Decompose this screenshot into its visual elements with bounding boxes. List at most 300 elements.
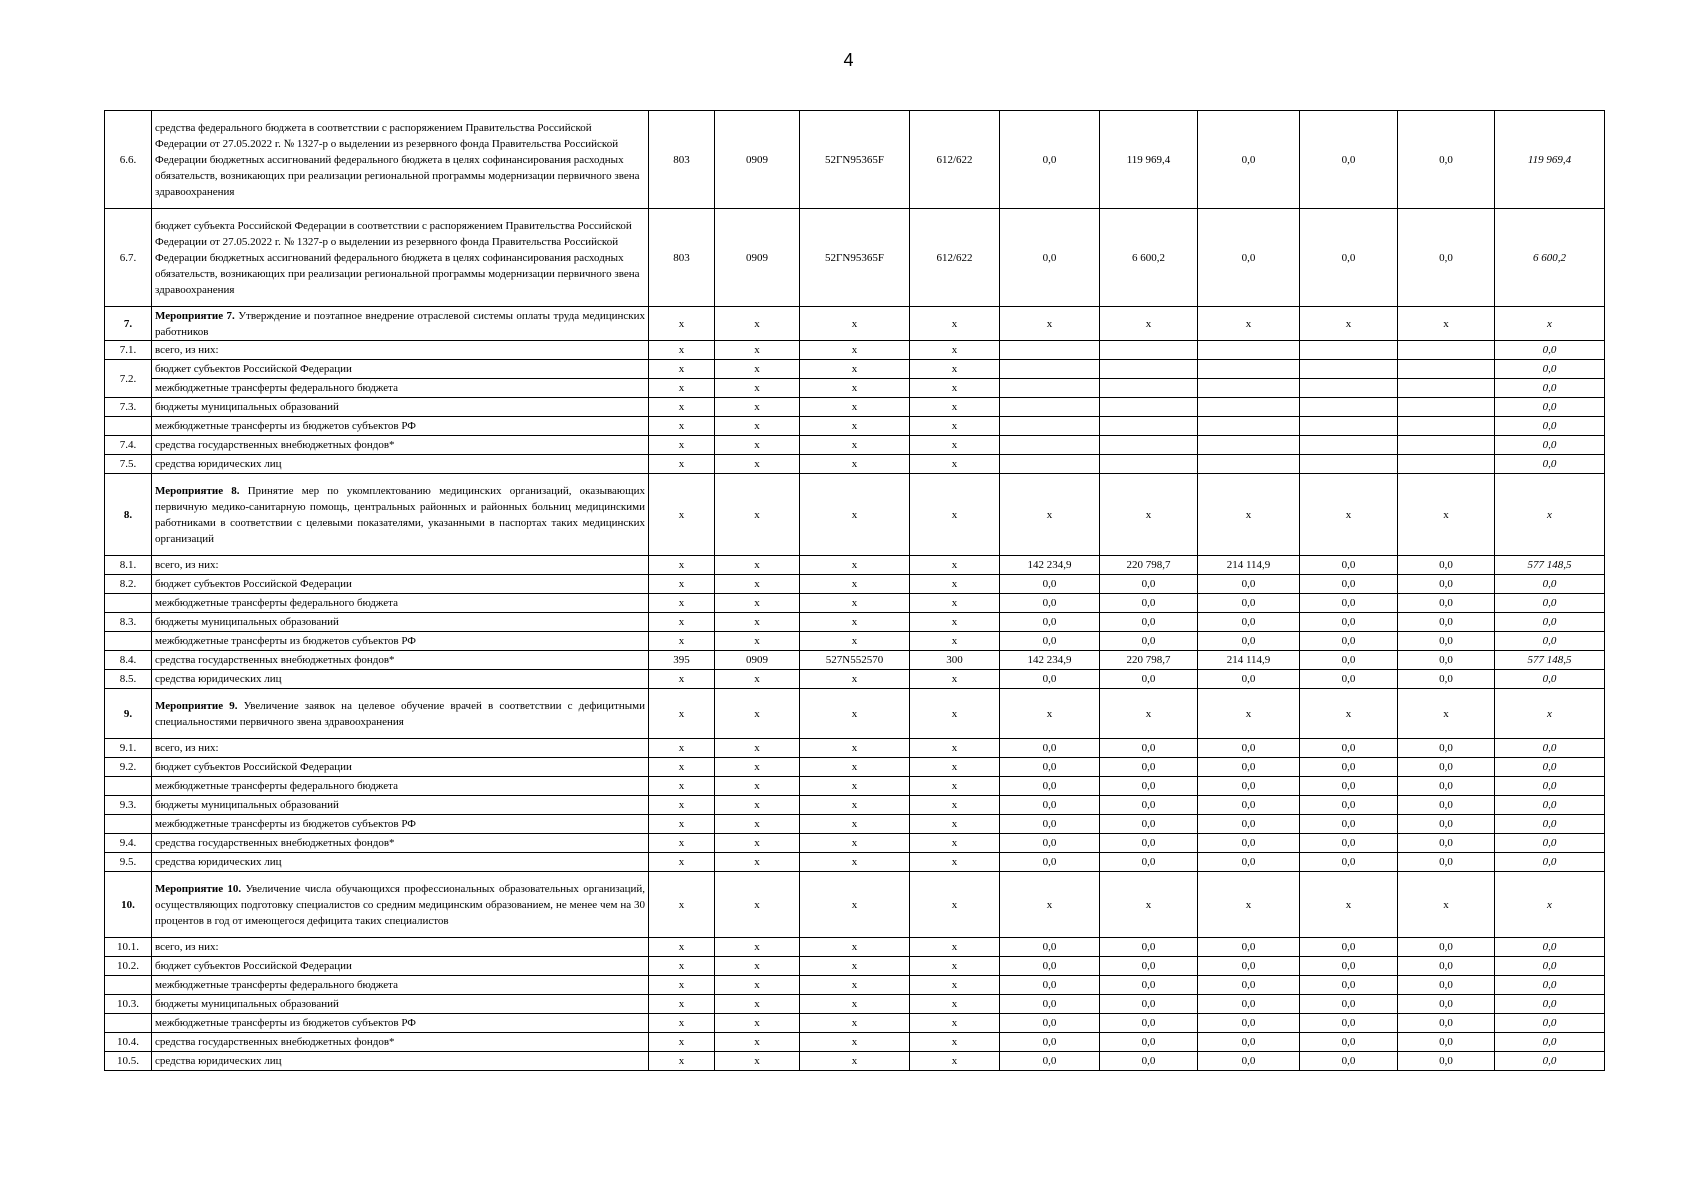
row-description-cell: бюджет субъектов Российской Федерации [152,360,649,379]
row-number-cell: 10.3. [105,995,152,1014]
value-cell: x [1198,872,1300,938]
value-cell: x [649,976,715,995]
value-cell: x [1000,872,1100,938]
value-cell: 0,0 [1300,777,1398,796]
value-cell: 6 600,2 [1100,209,1198,307]
value-cell [1198,341,1300,360]
table-row [105,556,1605,575]
table-row [105,739,1605,758]
value-cell [1000,398,1100,417]
row-total-cell: 0,0 [1495,957,1605,976]
value-cell: x [800,556,910,575]
table-row [105,417,1605,436]
value-cell [1100,379,1198,398]
value-cell: x [649,455,715,474]
value-cell: 0,0 [1398,556,1495,575]
value-cell: 0,0 [1300,575,1398,594]
value-cell: 0,0 [1100,1014,1198,1033]
value-cell: 527N552570 [800,651,910,670]
value-cell: x [715,632,800,651]
row-number-cell: 8.1. [105,556,152,575]
value-cell [1100,436,1198,455]
value-cell [1000,455,1100,474]
value-cell: 0,0 [1300,1052,1398,1071]
table-row [105,341,1605,360]
row-number-cell: 8.4. [105,651,152,670]
row-description-cell: средства юридических лиц [152,1052,649,1071]
table-row [105,111,1605,209]
table-row [105,398,1605,417]
row-description-cell: межбюджетные трансферты федерального бюджета [152,594,649,613]
value-cell: 0,0 [1300,853,1398,872]
value-cell: x [649,436,715,455]
value-cell: x [715,1052,800,1071]
row-description-cell: средства юридических лиц [152,670,649,689]
measure-title: Мероприятие 10. [155,882,242,895]
value-cell: 0,0 [1300,1033,1398,1052]
value-cell: x [910,398,1000,417]
value-cell: x [800,1014,910,1033]
value-cell: 0,0 [1398,1014,1495,1033]
row-total-cell: 0,0 [1495,632,1605,651]
value-cell: 0,0 [1000,1033,1100,1052]
value-cell: 0,0 [1100,995,1198,1014]
value-cell: x [910,976,1000,995]
value-cell: 0,0 [1000,796,1100,815]
value-cell: x [715,796,800,815]
value-cell: x [1198,689,1300,739]
table-row [105,834,1605,853]
value-cell: 0,0 [1198,594,1300,613]
value-cell: x [800,872,910,938]
value-cell: x [1398,689,1495,739]
measure-title: Мероприятие 9. [155,699,238,712]
value-cell: 0,0 [1198,613,1300,632]
value-cell: 142 234,9 [1000,556,1100,575]
row-number-cell: 7.5. [105,455,152,474]
value-cell: x [800,341,910,360]
value-cell: x [649,777,715,796]
table-row [105,613,1605,632]
value-cell: x [1100,872,1198,938]
value-cell: x [800,689,910,739]
table-row [105,957,1605,976]
value-cell: x [910,379,1000,398]
value-cell [1300,360,1398,379]
table-row [105,938,1605,957]
value-cell: x [715,995,800,1014]
value-cell: 0,0 [1398,938,1495,957]
value-cell [1100,360,1198,379]
value-cell [1300,398,1398,417]
value-cell [1398,379,1495,398]
row-number-cell: 8. [105,474,152,556]
value-cell [1198,360,1300,379]
value-cell: x [1000,689,1100,739]
row-description-cell: средства юридических лиц [152,853,649,872]
value-cell: x [649,379,715,398]
row-number-cell: 10.2. [105,957,152,976]
value-cell: 0,0 [1198,739,1300,758]
value-cell: 0,0 [1300,651,1398,670]
value-cell: x [649,575,715,594]
value-cell: x [910,594,1000,613]
value-cell: x [715,670,800,689]
table-row [105,209,1605,307]
value-cell: 0,0 [1198,1014,1300,1033]
value-cell: 0,0 [1000,670,1100,689]
table-row [105,379,1605,398]
row-description-cell: средства государственных внебюджетных фондов* [152,436,649,455]
value-cell [1300,455,1398,474]
row-description-cell: бюджет субъектов Российской Федерации [152,957,649,976]
value-cell: 0,0 [1300,995,1398,1014]
value-cell [1398,436,1495,455]
value-cell: x [1000,474,1100,556]
value-cell: x [715,758,800,777]
value-cell: 0,0 [1198,758,1300,777]
row-description-cell: средства государственных внебюджетных фондов* [152,651,649,670]
value-cell [1300,417,1398,436]
value-cell: x [649,398,715,417]
row-number-cell: 7.2. [105,360,152,398]
row-description-cell: бюджеты муниципальных образований [152,613,649,632]
value-cell: 0,0 [1300,739,1398,758]
value-cell: 0,0 [1198,632,1300,651]
value-cell: x [715,976,800,995]
value-cell: 0,0 [1100,632,1198,651]
row-number-cell: 9.1. [105,739,152,758]
value-cell: x [649,670,715,689]
value-cell: 52ГN95365F [800,111,910,209]
row-description-cell: бюджет субъектов Российской Федерации [152,575,649,594]
value-cell: 0,0 [1300,938,1398,957]
row-description-cell: межбюджетные трансферты федерального бюджета [152,976,649,995]
value-cell: x [715,575,800,594]
value-cell: x [715,613,800,632]
table-row [105,651,1605,670]
value-cell: x [800,815,910,834]
row-description-cell: средства юридических лиц [152,455,649,474]
value-cell: 0,0 [1398,1052,1495,1071]
row-number-cell: 7.3. [105,398,152,417]
table-row [105,1033,1605,1052]
row-number-cell: 6.7. [105,209,152,307]
value-cell: x [649,957,715,976]
value-cell [1100,455,1198,474]
value-cell: 0,0 [1398,957,1495,976]
row-description-cell: бюджеты муниципальных образований [152,995,649,1014]
value-cell: x [910,957,1000,976]
value-cell: 0,0 [1198,976,1300,995]
value-cell: x [649,1014,715,1033]
value-cell: 0,0 [1000,758,1100,777]
value-cell: 0,0 [1000,957,1100,976]
value-cell: 0,0 [1398,834,1495,853]
value-cell: x [800,417,910,436]
value-cell: 0,0 [1198,777,1300,796]
value-cell: x [910,632,1000,651]
value-cell: 300 [910,651,1000,670]
value-cell: 0,0 [1000,815,1100,834]
row-number-cell: 8.3. [105,613,152,632]
value-cell: x [715,834,800,853]
value-cell: x [910,796,1000,815]
row-number-cell: 7.4. [105,436,152,455]
value-cell: x [1100,689,1198,739]
value-cell: 0,0 [1198,670,1300,689]
value-cell: 0,0 [1000,111,1100,209]
row-number-cell: 9. [105,689,152,739]
value-cell: 0,0 [1198,957,1300,976]
value-cell [1000,436,1100,455]
value-cell: x [800,575,910,594]
value-cell [1398,360,1495,379]
value-cell: 0,0 [1100,1052,1198,1071]
row-total-cell: 0,0 [1495,575,1605,594]
value-cell: x [910,474,1000,556]
value-cell [1000,417,1100,436]
value-cell: 0,0 [1100,739,1198,758]
value-cell: 0,0 [1398,758,1495,777]
value-cell: x [910,834,1000,853]
row-total-cell: 0,0 [1495,1052,1605,1071]
value-cell: x [649,474,715,556]
value-cell [1300,379,1398,398]
value-cell: x [800,1052,910,1071]
value-cell: x [715,455,800,474]
value-cell: x [649,815,715,834]
row-number-cell: 7. [105,307,152,341]
value-cell: x [910,1052,1000,1071]
value-cell: 0,0 [1100,1033,1198,1052]
value-cell: x [649,594,715,613]
row-number-cell: 9.4. [105,834,152,853]
value-cell: x [1198,474,1300,556]
table-row [105,307,1605,341]
table-row [105,777,1605,796]
value-cell: 0,0 [1198,853,1300,872]
value-cell: x [800,777,910,796]
value-cell: 0,0 [1000,1052,1100,1071]
value-cell: 0,0 [1198,209,1300,307]
measure-title: Мероприятие 8. [155,484,240,497]
row-description-cell: межбюджетные трансферты из бюджетов субъектов РФ [152,1014,649,1033]
row-number-cell: 8.5. [105,670,152,689]
value-cell [1398,417,1495,436]
value-cell: x [910,455,1000,474]
value-cell: 0,0 [1100,613,1198,632]
table-row [105,474,1605,556]
value-cell: x [800,670,910,689]
value-cell: 0,0 [1000,739,1100,758]
row-description-cell: межбюджетные трансферты из бюджетов субъектов РФ [152,417,649,436]
value-cell: 0,0 [1198,575,1300,594]
page-number: 4 [843,50,854,70]
table-row [105,815,1605,834]
value-cell: 0,0 [1100,758,1198,777]
row-total-cell: 0,0 [1495,1014,1605,1033]
value-cell: x [800,436,910,455]
table-row [105,689,1605,739]
value-cell: 0,0 [1398,976,1495,995]
value-cell: x [649,938,715,957]
row-number-cell [105,417,152,436]
value-cell: x [800,758,910,777]
value-cell: x [800,957,910,976]
value-cell [1198,398,1300,417]
value-cell: 0,0 [1198,796,1300,815]
value-cell: x [649,834,715,853]
value-cell: x [715,689,800,739]
value-cell: 0,0 [1398,739,1495,758]
value-cell: x [1100,307,1198,341]
row-total-cell: 0,0 [1495,594,1605,613]
value-cell: x [1198,307,1300,341]
value-cell: x [715,938,800,957]
value-cell: 52ГN95365F [800,209,910,307]
row-number-cell [105,777,152,796]
row-description-cell: бюджеты муниципальных образований [152,796,649,815]
value-cell: 0,0 [1300,796,1398,815]
table-row [105,1014,1605,1033]
value-cell: x [1000,307,1100,341]
value-cell: 0,0 [1300,758,1398,777]
value-cell: x [800,796,910,815]
row-description-cell: всего, из них: [152,938,649,957]
value-cell: x [1398,872,1495,938]
value-cell: x [910,1033,1000,1052]
row-total-cell: 0,0 [1495,417,1605,436]
row-total-cell: 119 969,4 [1495,111,1605,209]
value-cell: x [1300,689,1398,739]
value-cell: x [649,613,715,632]
value-cell: 0,0 [1000,995,1100,1014]
value-cell: 0,0 [1198,111,1300,209]
value-cell: x [910,815,1000,834]
row-total-cell: 0,0 [1495,1033,1605,1052]
value-cell: 0,0 [1000,938,1100,957]
value-cell: x [910,575,1000,594]
row-total-cell: 0,0 [1495,670,1605,689]
row-total-cell: 0,0 [1495,815,1605,834]
value-cell: x [910,853,1000,872]
row-total-cell: 0,0 [1495,976,1605,995]
row-description-cell: Мероприятие 8. Принятие мер по укомплектованию медицинских организаций, оказывающих первичную медико-санитарную помощь, центральных районных и районных больниц медицинскими работниками в соответствии с целевыми показателями, указанными в паспортах таких медицинских организаций [152,474,649,556]
value-cell: x [649,632,715,651]
value-cell: x [910,777,1000,796]
table-row [105,796,1605,815]
value-cell: 0,0 [1300,556,1398,575]
value-cell: 0,0 [1100,594,1198,613]
row-total-cell: 0,0 [1495,938,1605,957]
row-number-cell: 10. [105,872,152,938]
row-total-cell: 0,0 [1495,834,1605,853]
value-cell: x [715,307,800,341]
row-number-cell [105,815,152,834]
value-cell: 0,0 [1100,853,1198,872]
value-cell: x [800,1033,910,1052]
value-cell: x [715,815,800,834]
row-number-cell [105,1014,152,1033]
row-total-cell: 0,0 [1495,777,1605,796]
value-cell: x [715,556,800,575]
value-cell: x [800,834,910,853]
value-cell: x [715,379,800,398]
value-cell: 220 798,7 [1100,651,1198,670]
row-total-cell: x [1495,872,1605,938]
value-cell: x [649,796,715,815]
row-number-cell: 9.2. [105,758,152,777]
table-row [105,853,1605,872]
value-cell: x [649,872,715,938]
table-row [105,995,1605,1014]
value-cell: x [649,1052,715,1071]
value-cell: x [800,976,910,995]
value-cell: x [649,360,715,379]
value-cell: 0,0 [1398,815,1495,834]
row-total-cell: 0,0 [1495,796,1605,815]
row-description-cell: бюджеты муниципальных образований [152,398,649,417]
value-cell [1198,455,1300,474]
value-cell: 119 969,4 [1100,111,1198,209]
row-description-cell: средства государственных внебюджетных фондов* [152,1033,649,1052]
value-cell: 0909 [715,651,800,670]
value-cell: 0,0 [1398,1033,1495,1052]
value-cell: x [649,556,715,575]
value-cell [1198,379,1300,398]
row-total-cell: 0,0 [1495,758,1605,777]
value-cell [1198,436,1300,455]
value-cell: x [715,1014,800,1033]
value-cell: 395 [649,651,715,670]
value-cell: 0,0 [1198,834,1300,853]
value-cell [1000,379,1100,398]
row-description-cell: бюджет субъектов Российской Федерации [152,758,649,777]
row-number-cell: 10.1. [105,938,152,957]
row-description-cell: Мероприятие 9. Увеличение заявок на целевое обучение врачей в соответствии с дефицитными специальностями первичного звена здравоохранения [152,689,649,739]
value-cell: 0,0 [1198,815,1300,834]
value-cell: x [800,474,910,556]
value-cell: 0,0 [1198,995,1300,1014]
row-total-cell: 0,0 [1495,379,1605,398]
row-description-cell: Мероприятие 7. Утверждение и поэтапное внедрение отраслевой системы оплаты труда медицинских работников [152,307,649,341]
value-cell: x [715,739,800,758]
table-row [105,594,1605,613]
value-cell: 0,0 [1100,976,1198,995]
table-row [105,632,1605,651]
row-total-cell: 0,0 [1495,995,1605,1014]
value-cell: 0,0 [1300,613,1398,632]
row-number-cell: 6.6. [105,111,152,209]
value-cell: x [715,436,800,455]
value-cell: 0,0 [1398,777,1495,796]
value-cell: x [910,872,1000,938]
value-cell: x [910,938,1000,957]
value-cell: 0,0 [1000,209,1100,307]
row-description-cell: средства федерального бюджета в соответствии с распоряжением Правительства Российской Федерации от 27.05.2022 г. № 1327-р о выделении из резервного фонда Правительства Российской Федерации бюджетных ассигнований федерального бюджета в целях софинансирования расходных обязательств, возникающих при реализации региональной программы модернизации первичного звена здравоохранения [152,111,649,209]
value-cell: x [910,613,1000,632]
value-cell: 0,0 [1000,575,1100,594]
row-description-cell: Мероприятие 10. Увеличение числа обучающихся профессиональных образовательных организаций, осуществляющих подготовку специалистов со средним медицинским образованием, не менее чем на 30 процентов в год от имеющегося дефицита таких специалистов [152,872,649,938]
row-total-cell: x [1495,307,1605,341]
value-cell: x [715,957,800,976]
value-cell: 0,0 [1000,777,1100,796]
row-total-cell: 0,0 [1495,398,1605,417]
value-cell [1100,398,1198,417]
value-cell: x [800,613,910,632]
value-cell: x [1300,474,1398,556]
